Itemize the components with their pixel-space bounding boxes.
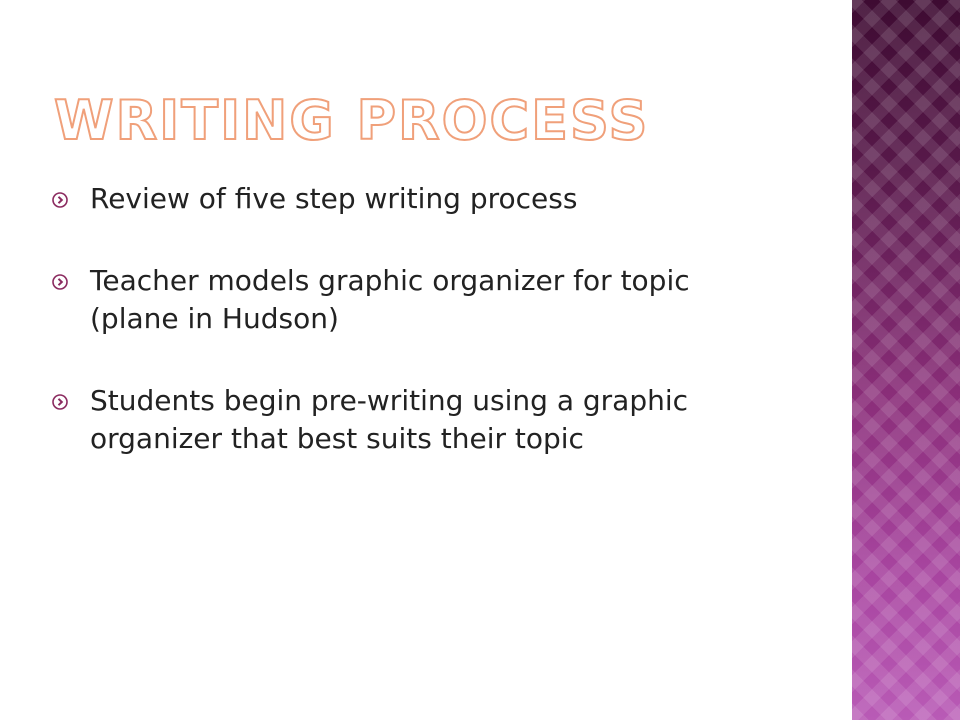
bullet-text-line-1: Students begin pre-writing using a graphic bbox=[90, 384, 689, 417]
bullet-text-line-2: organizer that best suits their topic bbox=[90, 422, 584, 455]
bullet-text-line-1: Teacher models graphic organizer for topic bbox=[90, 264, 690, 297]
circled-chevron-icon bbox=[52, 274, 68, 290]
slide-title: WRITING PROCESS bbox=[54, 89, 650, 152]
bullet-item-1 bbox=[48, 180, 828, 218]
bullet-item-2 bbox=[48, 262, 828, 338]
circled-chevron-icon bbox=[52, 192, 68, 208]
bullet-item-3 bbox=[48, 382, 828, 458]
decorative-side-band bbox=[852, 0, 960, 720]
bullet-text-line-2: (plane in Hudson) bbox=[90, 302, 339, 335]
bullet-list bbox=[48, 180, 828, 458]
circled-chevron-icon bbox=[52, 394, 68, 410]
bullet-text: Review of five step writing process bbox=[90, 182, 578, 215]
